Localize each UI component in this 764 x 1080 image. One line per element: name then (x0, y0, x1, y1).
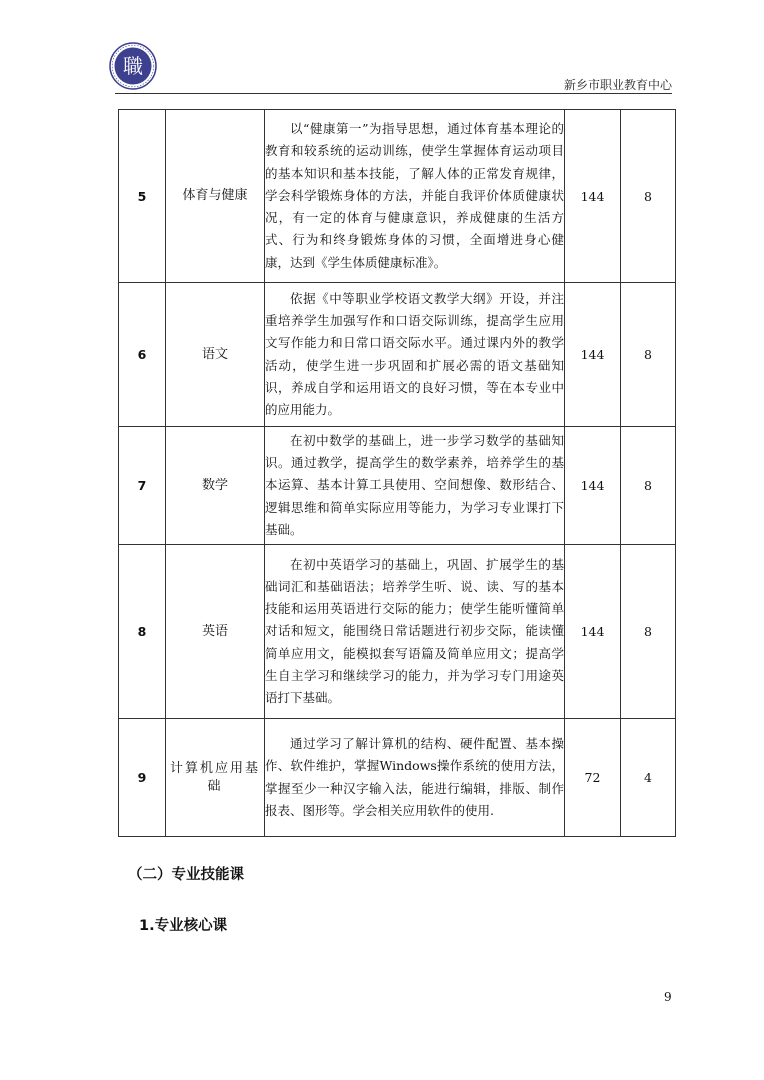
course-credits: 8 (621, 110, 676, 283)
table-row (119, 283, 676, 427)
course-hours: 144 (565, 545, 621, 719)
section-heading: （二）专业技能课 (128, 867, 244, 883)
course-number: 8 (119, 545, 166, 719)
course-name: 体育与健康 (166, 110, 265, 283)
course-credits: 8 (621, 545, 676, 719)
course-name: 计算机应用基础 (166, 719, 265, 837)
subsection-heading: 1.专业核心课 (139, 918, 228, 934)
header-divider (115, 93, 672, 94)
course-number: 9 (119, 719, 166, 837)
course-description: 在初中英语学习的基础上，巩固、扩展学生的基础词汇和基础语法；培养学生听、说、读、写的基本技能和运用英语进行交际的能力；使学生能听懂简单对话和短文，能围绕日常话题进行初步交际，能读懂简单应用文，能模拟套写语篇及简单应用文；提高学生自主学习和继续学习的能力，并为学习专门用途英语打下基础。 (265, 545, 565, 719)
course-hours: 144 (565, 283, 621, 427)
curriculum-table (118, 109, 676, 837)
table-row (119, 110, 676, 283)
course-number: 7 (119, 427, 166, 545)
course-credits: 8 (621, 427, 676, 545)
course-hours: 144 (565, 427, 621, 545)
course-description: 通过学习了解计算机的结构、硬件配置、基本操作、软件维护，掌握Windows操作系统的使用方法，掌握至少一种汉字输入法，能进行编辑，排版、制作报表、图形等。学会相关应用软件的使用. (265, 719, 565, 837)
page-number: 9 (664, 990, 672, 1004)
table-row (119, 545, 676, 719)
course-credits: 4 (621, 719, 676, 837)
course-number: 5 (119, 110, 166, 283)
course-description: 在初中数学的基础上，进一步学习数学的基础知识。通过教学，提高学生的数学素养，培养学生的基本运算、基本计算工具使用、空间想像、数形结合、逻辑思维和简单实际应用等能力，为学习专业课打下基础。 (265, 427, 565, 545)
table-row (119, 719, 676, 837)
course-description: 以“健康第一”为指导思想，通过体育基本理论的教育和较系统的运动训练，使学生掌握体育运动项目的基本知识和基本技能，了解人体的正常发育规律，学会科学锻炼身体的方法，并能自我评价体质健康状况，有一定的体育与健康意识，养成健康的生活方式、行为和终身锻炼身体的习惯，全面增进身心健康，达到《学生体质健康标准》。 (265, 110, 565, 283)
course-name: 语文 (166, 283, 265, 427)
table-row (119, 427, 676, 545)
course-hours: 144 (565, 110, 621, 283)
course-hours: 72 (565, 719, 621, 837)
school-logo (109, 42, 157, 90)
course-description: 依据《中等职业学校语文教学大纲》开设，并注重培养学生加强写作和口语交际训练，提高学生应用文写作能力和日常口语交际水平。通过课内外的教学活动，使学生进一步巩固和扩展必需的语文基础知识，养成自学和运用语文的良好习惯，等在本专业中的应用能力。 (265, 283, 565, 427)
course-credits: 8 (621, 283, 676, 427)
course-name: 数学 (166, 427, 265, 545)
svg-text:職: 職 (123, 54, 143, 78)
organization-name: 新乡市职业教育中心 (563, 78, 672, 92)
course-name: 英语 (166, 545, 265, 719)
course-number: 6 (119, 283, 166, 427)
